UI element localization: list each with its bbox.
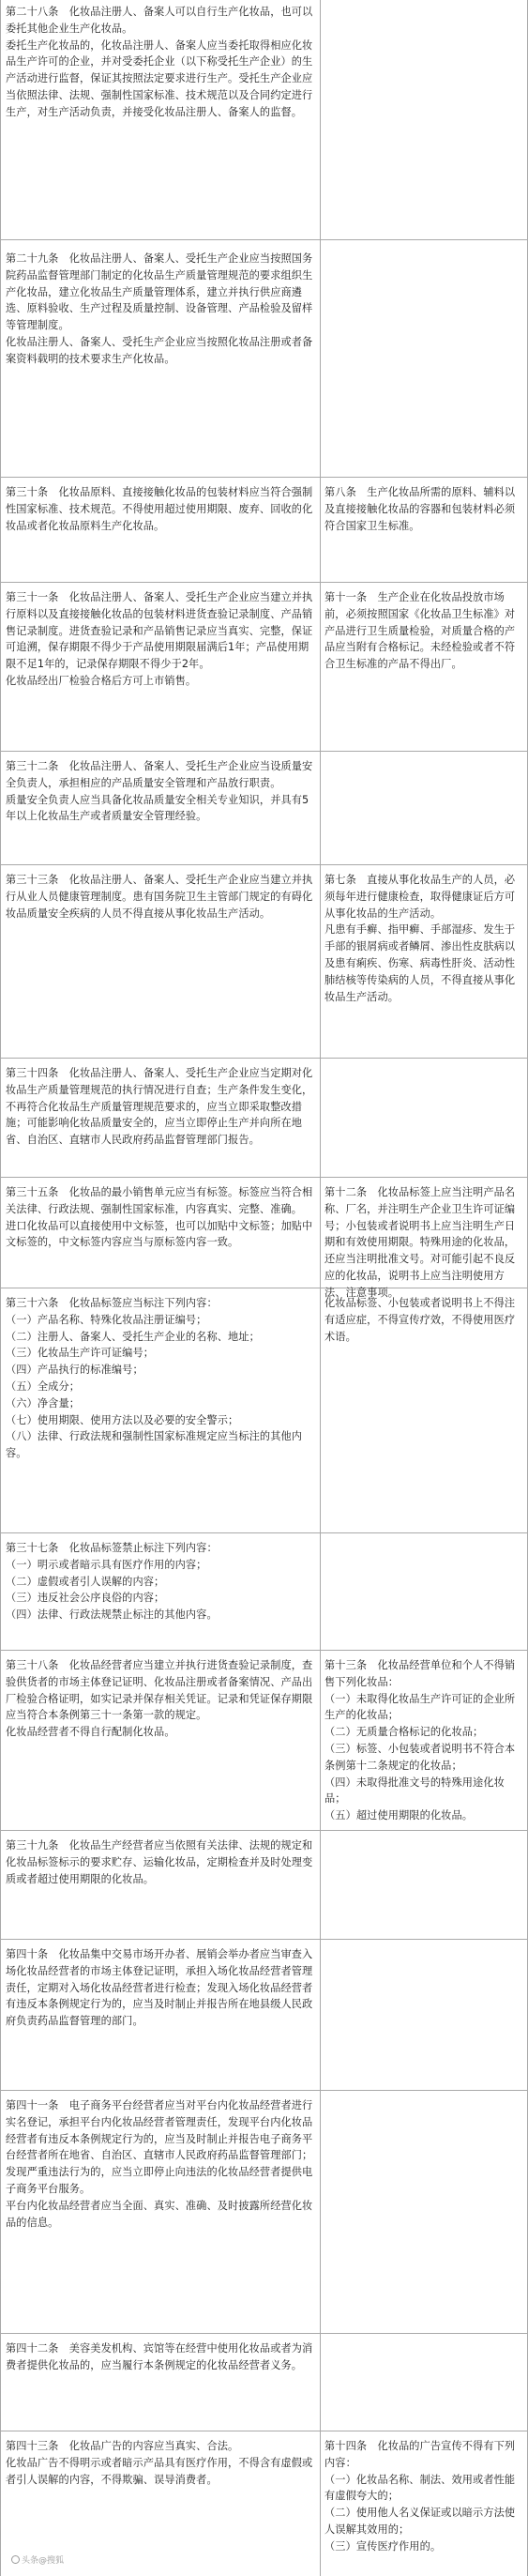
article-35-new: 第三十五条 化妆品的最小销售单元应当有标签。标签应当符合相关法律、行政法规、强制性国家标准，内容真实、完整、准确。 进口化妆品可以直接使用中文标签，也可以加贴中文标签；加贴中文标签的，中文标签内容应当与原标签内容一致。	[6, 1186, 313, 1249]
article-41-new: 第四十一条 电子商务平台经营者应当对平台内化妆品经营者进行实名登记，承担平台内化妆品经营者管理责任，发现平台内化妆品经营者有违反本条例规定行为的，应当及时制止并报告电子商务平台经营者所在地省、自治区、直辖市人民政府药品监督管理部门；发现严重违法行为的，应当立即停止向违法的化妆品经营者提供电子商务平台服务。 平台内化妆品经营者应当全面、真实、准确、及时披露所经营化妆品的信息。	[6, 2099, 313, 2229]
row-divider	[0, 2090, 528, 2091]
article-43-new: 第四十三条 化妆品广告的内容应当真实、合法。 化妆品广告不得明示或者暗示产品具有医疗作用，不得含有虚假或者引人误解的内容，不得欺骗、误导消费者。	[6, 2440, 313, 2486]
row-divider	[0, 1058, 528, 1059]
article-13-old: 第十三条 化妆品经营单位和个人不得销售下列化妆品： （一）未取得化妆品生产许可证的企业所生产的化妆品； （二）无质量合格标记的化妆品； （三）标签、小包装或者说明书不符合本条例第十二条规定的化妆品； （四）未取得批准文号的特殊用途化妆品； （五）超过使用期限的化妆品。	[324, 1659, 516, 1822]
article-40-new: 第四十条 化妆品集中交易市场开办者、展销会举办者应当审查入场化妆品经营者的市场主体登记证明，承担入场化妆品经营者管理责任，定期对入场化妆品经营者进行检查；发现入场化妆品经营者有违反本条例规定行为的，应当及时制止并报告所在地县级人民政府负责药品监督管理的部门。	[6, 1948, 313, 2028]
article-33-new: 第三十三条 化妆品注册人、备案人、受托生产企业应当建立并执行从业人员健康管理制度。患有国务院卫生主管部门规定的有碍化妆品质量安全疾病的人员不得直接从事化妆品生产活动。	[6, 874, 313, 920]
article-31-new: 第三十一条 化妆品注册人、备案人、受托生产企业应当建立并执行原料以及直接接触化妆品的包装材料进货查验记录制度、产品销售记录制度。进货查验记录和产品销售记录应当真实、完整，保证可追溯，保存期限不得少于产品使用期限届满后1年；产品使用期限不足1年的，记录保存期限不得少于2年。 化妆品经出厂检验合格后方可上市销售。	[6, 591, 313, 687]
article-28-new: 第二十八条 化妆品注册人、备案人可以自行生产化妆品，也可以委托其他企业生产化妆品。 委托生产化妆品的，化妆品注册人、备案人应当委托取得相应化妆品生产许可的企业，并对受委托企业（以下称受托生产企业）的生产活动进行监督，保证其按照法定要求进行生产。受托生产企业应当依照法律、法规、强制性国家标准、技术规范以及合同约定进行生产，对生产活动负责，并接受化妆品注册人、备案人的监督。	[6, 6, 313, 118]
row-divider	[0, 1177, 528, 1178]
article-36-new: 第三十六条 化妆品标签应当标注下列内容： （一）产品名称、特殊化妆品注册证编号； （二）注册人、备案人、受托生产企业的名称、地址； （三）化妆品生产许可证编号； （四）产品执行的标准编号； （五）全成分； （六）净含量； （七）使用期限、使用方法以及必要的安全警示； （八）法律、行政法规和强制性国家标准规定应当标注的其他内容。	[6, 1297, 303, 1460]
watermark-logo-icon	[11, 2555, 20, 2564]
article-34-new: 第三十四条 化妆品注册人、备案人、受托生产企业应当定期对化妆品生产质量管理规范的执行情况进行自查；生产条件发生变化，不再符合化妆品生产质量管理规范要求的，应当立即采取整改措施；可能影响化妆品质量安全的，应当立即停止生产并向所在地省、自治区、直辖市人民政府药品监督管理部门报告。	[6, 1067, 313, 1147]
watermark-text: 头条@搜狐	[22, 2556, 65, 2566]
article-12-old: 第十二条 化妆品标签上应当注明产品名称、厂名，并注明生产企业卫生许可证编号；小包装或者说明书上应当注明生产日期和有效使用期限。特殊用途的化妆品，还应当注明批准文号。对可能引起不良反应的化妆品，说明书上应当注明使用方法、注意事项。	[324, 1186, 516, 1299]
row-divider	[0, 1939, 528, 1940]
article-12-old-continued: 化妆品标签、小包装或者说明书上不得注有适应症，不得宣传疗效，不得使用医疗术语。	[324, 1297, 516, 1343]
article-8-old: 第八条 生产化妆品所需的原料、辅料以及直接接触化妆品的容器和包装材料必须符合国家卫生标准。	[324, 486, 516, 532]
article-14-old: 第十四条 化妆品的广告宣传不得有下列内容： （一）化妆品名称、制法、效用或者性能有虚假夸大的； （二）使用他人名义保证或以暗示方法使人误解其效用的； （三）宣传医疗作用的。	[324, 2440, 516, 2553]
article-29-new: 第二十九条 化妆品注册人、备案人、受托生产企业应当按照国务院药品监督管理部门制定的化妆品生产质量管理规范的要求组织生产化妆品，建立化妆品生产质量管理体系，建立并执行供应商遴选、原料验收、生产过程及质量控制、设备管理、产品检验及留样等管理制度。 化妆品注册人、备案人、受托生产企业应当按照化妆品注册或者备案资料载明的技术要求生产化妆品。	[6, 252, 313, 365]
article-38-new: 第三十八条 化妆品经营者应当建立并执行进货查验记录制度，查验供货者的市场主体登记证明、化妆品注册或者备案情况、产品出厂检验合格证明，如实记录并保存相关凭证。记录和凭证保存期限应当符合本条例第三十一条第一款的规定。 化妆品经营者不得自行配制化妆品。	[6, 1659, 313, 1739]
row-divider	[0, 582, 528, 583]
row-divider	[0, 477, 528, 478]
article-32-new: 第三十二条 化妆品注册人、备案人、受托生产企业应当设质量安全负责人，承担相应的产品质量安全管理和产品放行职责。 质量安全负责人应当具备化妆品质量安全相关专业知识，并具有5年以上化妆品生产或者质量安全管理经验。	[6, 760, 313, 823]
article-30-new: 第三十条 化妆品原料、直接接触化妆品的包装材料应当符合强制性国家标准、技术规范。不得使用超过使用期限、废弃、回收的化妆品或者化妆品原料生产化妆品。	[6, 486, 313, 532]
row-divider	[0, 2333, 528, 2334]
article-7-old: 第七条 直接从事化妆品生产的人员，必须每年进行健康检查，取得健康证后方可从事化妆品的生产活动。 凡患有手癣、指甲癣、手部湿疹、发生于手部的银屑病或者鳞屑、渗出性皮肤病以及患有痢疾、伤寒、病毒性肝炎、活动性肺结核等传染病的人员，不得直接从事化妆品生产活动。	[324, 874, 516, 1003]
row-divider	[0, 1830, 528, 1831]
row-divider	[0, 751, 528, 752]
article-39-new: 第三十九条 化妆品生产经营者应当依照有关法律、法规的规定和化妆品标签标示的要求贮存、运输化妆品，定期检查并及时处理变质或者超过使用期限的化妆品。	[6, 1839, 313, 1885]
row-divider	[0, 1650, 528, 1651]
watermark	[11, 2555, 64, 2567]
row-divider	[0, 864, 528, 865]
row-divider	[0, 1532, 528, 1533]
row-divider	[0, 239, 528, 240]
article-42-new: 第四十二条 美容美发机构、宾馆等在经营中使用化妆品或者为消费者提供化妆品的，应当履行本条例规定的化妆品经营者义务。	[6, 2342, 313, 2371]
article-37-new: 第三十七条 化妆品标签禁止标注下列内容： （一）明示或者暗示具有医疗作用的内容； （二）虚假或者引人误解的内容； （三）违反社会公序良俗的内容； （四）法律、行政法规禁止标注的其他内容。	[6, 1542, 218, 1622]
article-11-old: 第十一条 生产企业在化妆品投放市场前，必须按照国家《化妆品卫生标准》对产品进行卫生质量检验，对质量合格的产品应当附有合格标记。未经检验或者不符合卫生标准的产品不得出厂。	[324, 591, 516, 671]
